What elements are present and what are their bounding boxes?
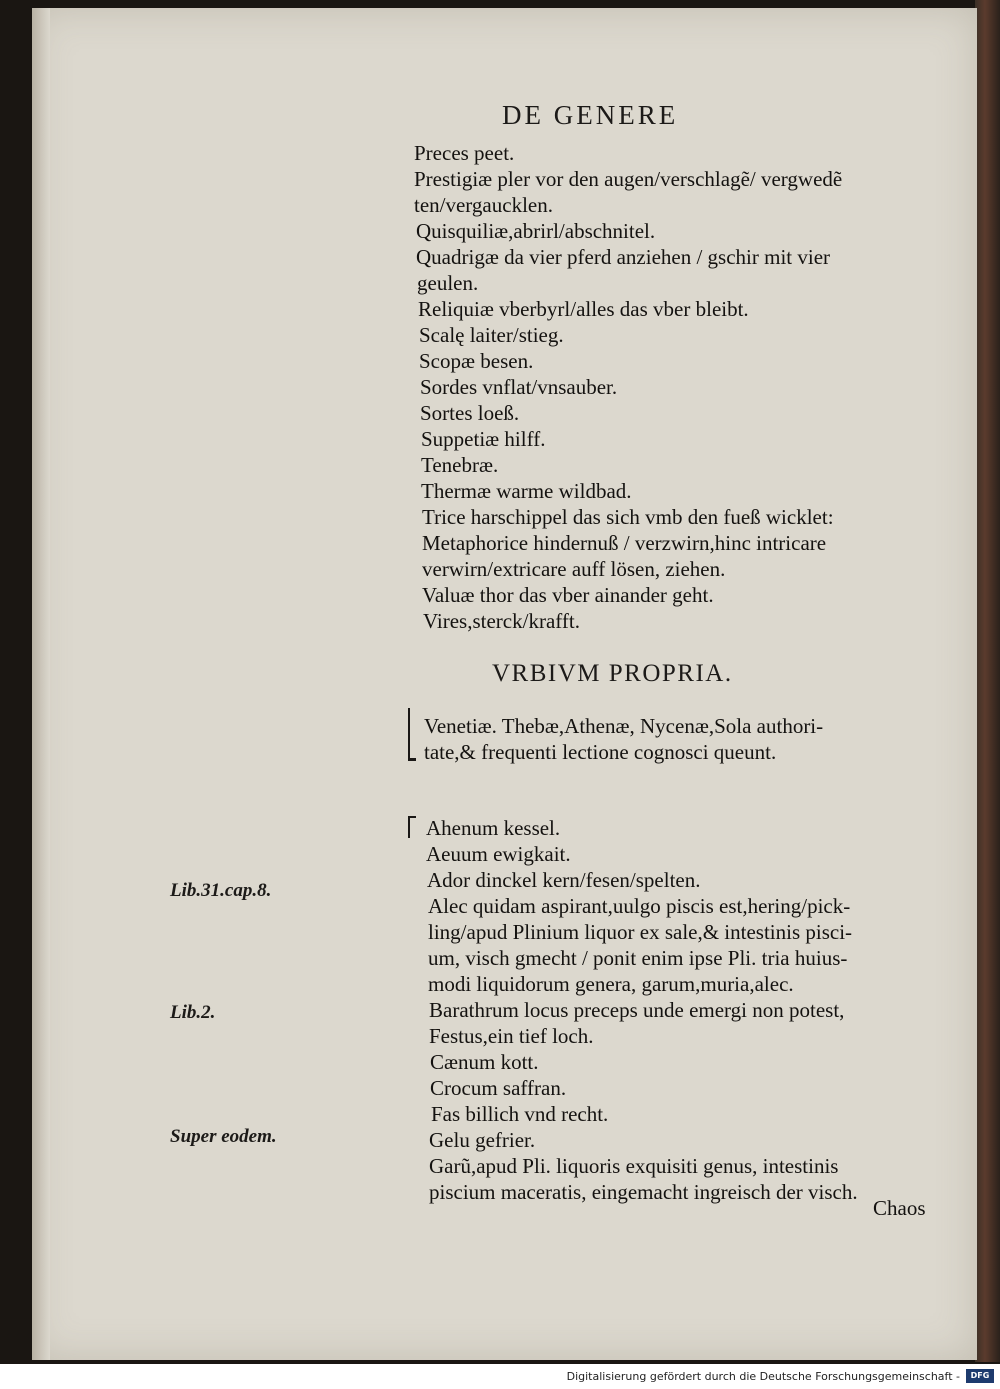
entry-line: Vires,sterck/krafft. <box>423 609 580 633</box>
urbium-line: Venetiæ. Thebæ,Athenæ, Nycenæ,Sola authori- <box>424 714 824 738</box>
entry-line: Valuæ thor das vber ainander geht. <box>422 583 714 607</box>
entry-line: Suppetiæ hilff. <box>421 427 546 451</box>
entry-line: Prestigiæ pler vor den augen/verschlagẽ/ vergwedẽ <box>414 167 843 191</box>
entry-line: Sortes loeß. <box>420 401 520 425</box>
entry-line: Aeuum ewigkait. <box>426 842 571 866</box>
entry-line: um, visch gmecht / ponit enim ipse Pli. tria huius- <box>428 946 848 970</box>
entry-line: Scalę laiter/stieg. <box>419 323 564 347</box>
margin-note: Super eodem. <box>170 1126 277 1147</box>
entry-line: Alec quidam aspirant,uulgo piscis est,hering/pick- <box>428 894 851 918</box>
dfg-logo-text: DFG <box>970 1371 990 1380</box>
entry-line: Quadrigæ da vier pferd anziehen / gschir mit vier <box>416 245 831 269</box>
book-fore-edge <box>975 0 1000 1362</box>
entry-line: ten/vergaucklen. <box>414 193 553 217</box>
entry-line: Festus,ein tief loch. <box>429 1024 594 1048</box>
entry-line: Cænum kott. <box>430 1050 539 1074</box>
brace-mark <box>408 816 416 838</box>
margin-note: Lib.2. <box>170 1002 216 1023</box>
entry-line: Preces peet. <box>414 141 515 165</box>
entry-line: Scopæ besen. <box>419 349 534 373</box>
entry-line: Metaphorice hindernuß / verzwirn,hinc intricare <box>422 531 827 555</box>
entry-line: Garũ,apud Pli. liquoris exquisiti genus, intestinis <box>429 1154 839 1178</box>
entry-line: Ahenum kessel. <box>426 816 561 840</box>
entry-line: geulen. <box>417 271 479 295</box>
entry-line: piscium maceratis, eingemacht ingreisch der visch. <box>429 1180 858 1204</box>
entry-line: Thermæ warme wildbad. <box>421 479 632 503</box>
entry-line: modi liquidorum genera, garum,muria,alec. <box>428 972 794 996</box>
entry-line: Sordes vnflat/vnsauber. <box>420 375 618 399</box>
entry-line: Tenebræ. <box>421 453 499 477</box>
book-page <box>32 8 977 1360</box>
entry-line: Ador dinckel kern/fesen/spelten. <box>427 868 701 892</box>
urbium-line: tate,& frequenti lectione cognosci queunt. <box>424 740 777 764</box>
entry-line: Barathrum locus preceps unde emergi non potest, <box>429 998 845 1022</box>
entry-line: Fas billich vnd recht. <box>431 1102 609 1126</box>
digitization-footer <box>0 1364 1000 1389</box>
dfg-logo-icon[interactable] <box>966 1369 994 1383</box>
footer-text: Digitalisierung gefördert durch die Deutsche Forschungsgemeinschaft - <box>566 1370 960 1383</box>
brace-mark <box>408 708 416 761</box>
entry-line: Trice harschippel das sich vmb den fueß wicklet: <box>422 505 834 529</box>
entry-line: Gelu gefrier. <box>429 1128 536 1152</box>
entry-line: ling/apud Plinium liquor ex sale,& intestinis pisci- <box>428 920 853 944</box>
catchword: Chaos <box>873 1196 926 1220</box>
running-head: DE GENERE <box>502 100 679 130</box>
entry-line: Reliquiæ vberbyrl/alles das vber bleibt. <box>418 297 749 321</box>
entry-line: Quisquiliæ,abrirl/abschnitel. <box>416 219 656 243</box>
section-title: VRBIVM PROPRIA. <box>492 660 733 687</box>
page-gutter <box>32 8 50 1360</box>
entry-line: verwirn/extricare auff lösen, ziehen. <box>422 557 726 581</box>
entry-line: Crocum saffran. <box>430 1076 567 1100</box>
margin-note: Lib.31.cap.8. <box>170 880 272 901</box>
